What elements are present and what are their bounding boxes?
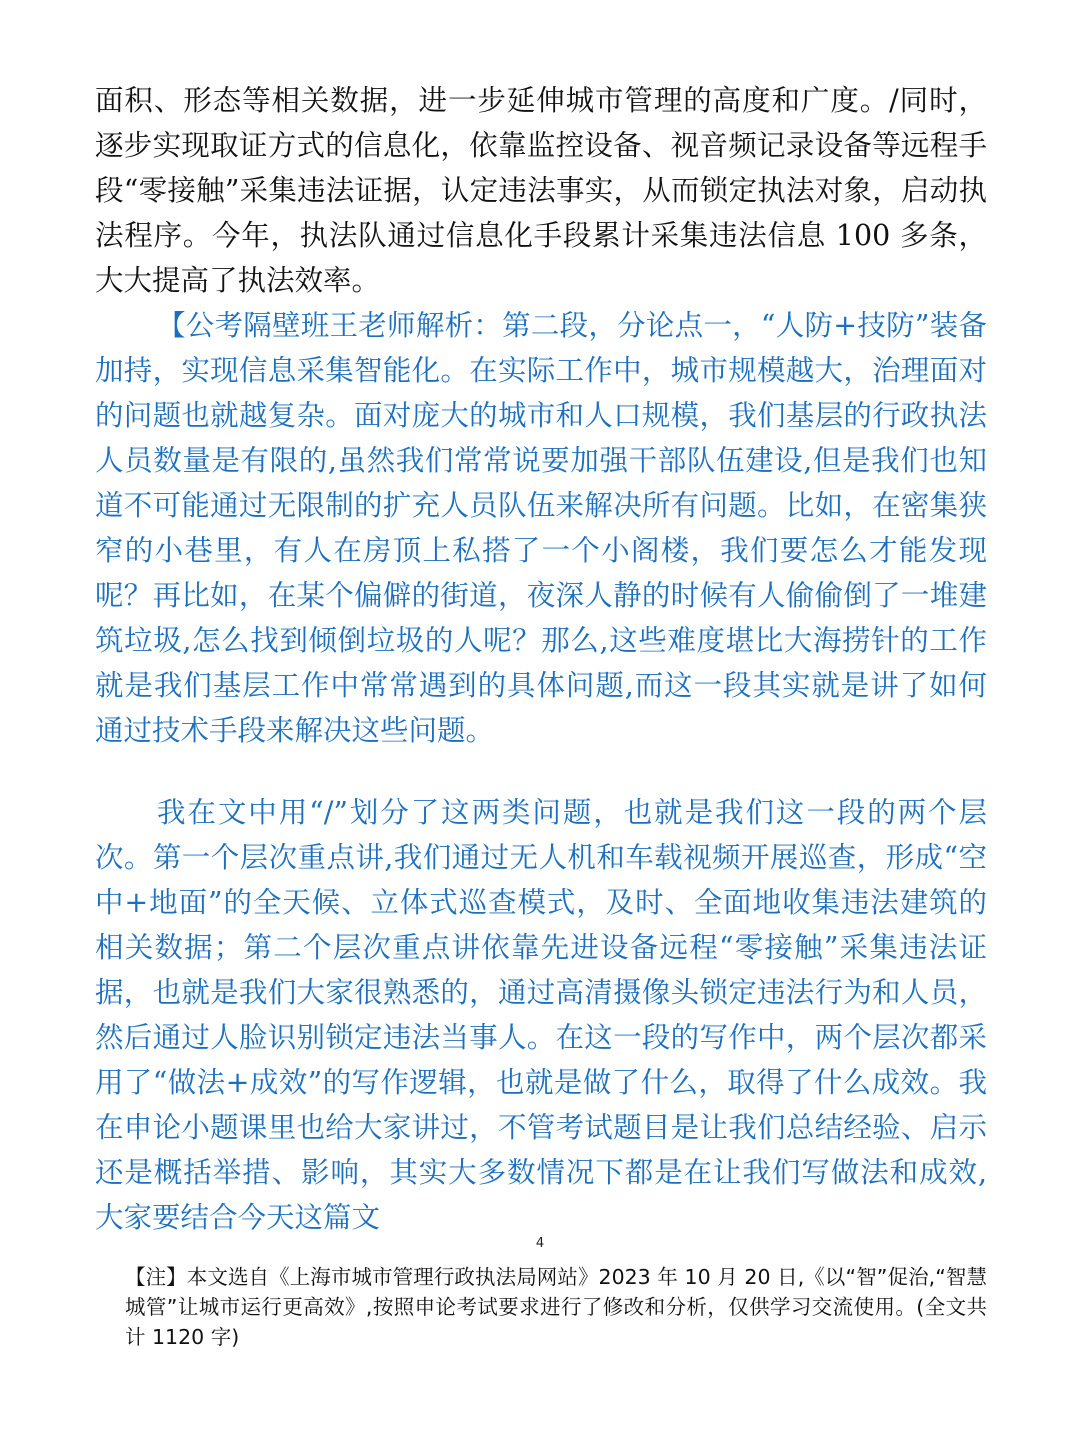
source-note: 【注】本文选自《上海市城市管理行政执法局网站》2023 年 10 月 20 日,《以“智”促治,“智慧城管”让城市运行更高效》,按照申论考试要求进行了修改和分析，仅供学习交流使用。(全文共计 1120 字) [125, 1265, 987, 1349]
analysis-paragraph: 【公考隔壁班王老师解析：第二段，分论点一，“人防+技防”装备加持，实现信息采集智能化。在实际工作中，城市规模越大，治理面对的问题也就越复杂。面对庞大的城市和人口规模，我们基层的行政执法人员数量是有限的,虽然我们常常说要加强干部队伍建设,但是我们也知道不可能通过无限制的扩充人员队伍来解决所有问题。比如，在密集狭窄的小巷里，有人在房顶上私搭了一个小阁楼，我们要怎么才能发现呢？再比如，在某个偏僻的街道，夜深人静的时候有人偷偷倒了一堆建筑垃圾,怎么找到倾倒垃圾的人呢？那么,这些难度堪比大海捞针的工作就是我们基层工作中常常遇到的具体问题,而这一段其实就是讲了如何通过技术手段来解决这些问题。 [95, 309, 987, 747]
analysis-paragraph-continued: 我在文中用“/”划分了这两类问题，也就是我们这一段的两个层次。第一个层次重点讲,我们通过无人机和车载视频开展巡查，形成“空中+地面”的全天候、立体式巡查模式，及时、全面地收集违法建筑的相关数据；第二个层次重点讲依靠先进设备远程“零接触”采集违法证据，也就是我们大家很熟悉的，通过高清摄像头锁定违法行为和人员，然后通过人脸识别锁定违法当事人。在这一段的写作中，两个层次都采用了“做法+成效”的写作逻辑，也就是做了什么，取得了什么成效。我在申论小题课里也给大家讲过，不管考试题目是让我们总结经验、启示还是概括举措、影响，其实大多数情况下都是在让我们写做法和成效,大家要结合今天这篇文 [95, 796, 987, 1234]
article-paragraph: 面积、形态等相关数据，进一步延伸城市管理的高度和广度。/同时，逐步实现取证方式的信息化，依靠监控设备、视音频记录设备等远程手段“零接触”采集违法证据，认定违法事实，从而锁定执法对象，启动执法程序。今年，执法队通过信息化手段累计采集违法信息 100 多条，大大提高了执法效率。 [95, 84, 987, 297]
page-number: 4 [535, 1236, 545, 1251]
